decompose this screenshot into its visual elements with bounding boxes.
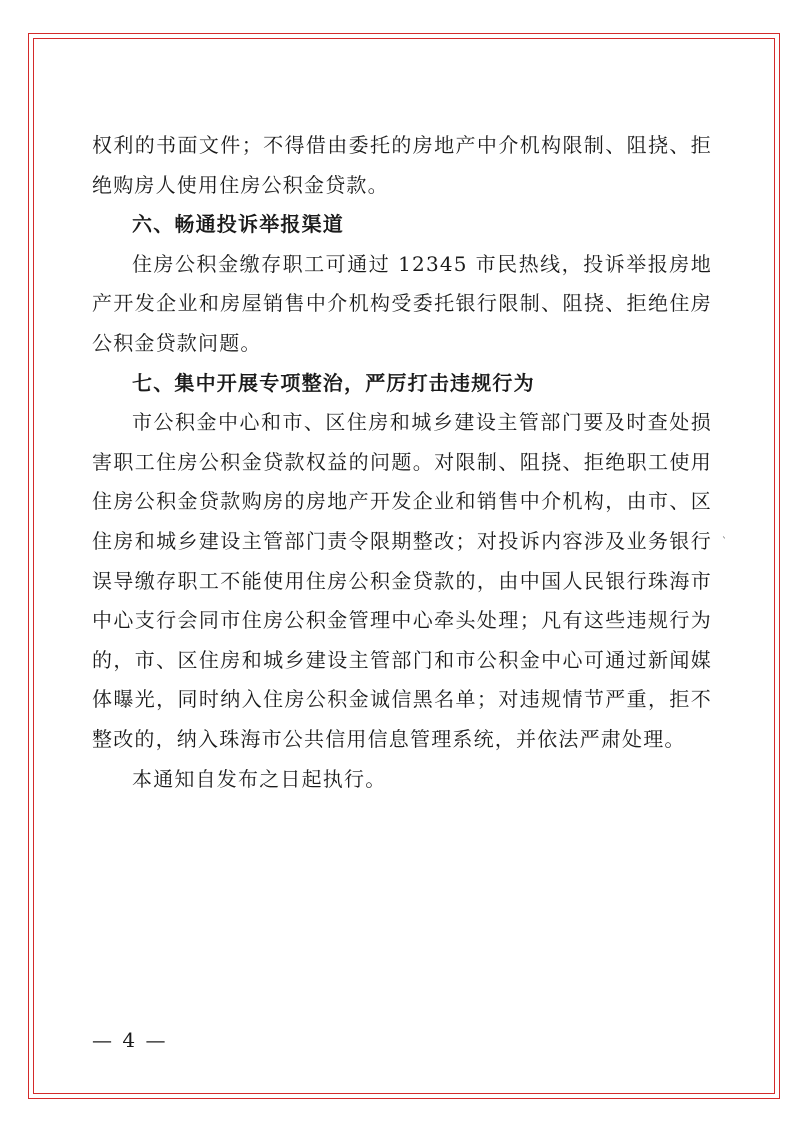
stray-mark: ` [722,537,727,548]
document-body [92,126,712,799]
page-number: — 4 — [92,1028,168,1052]
paragraph-effective-date: 本通知自发布之日起执行。 [132,766,387,791]
paragraph-continuation: 权利的书面文件；不得借由委托的房地产中介机构限制、阻挠、拒绝购房人使用住房公积金贷款。 [92,133,712,197]
section-heading-7: 七、集中开展专项整治，严厉打击违规行为 [132,370,535,395]
paragraph-rectification: 市公积金中心和市、区住房和城乡建设主管部门要及时查处损害职工住房公积金贷款权益的问题。对限制、阻挠、拒绝职工使用住房公积金贷款购房的房地产开发企业和销售中介机构，由市、区住房和城乡建设主管部门责令限期整改；对投诉内容涉及业务银行误导缴存职工不能使用住房公积金贷款的，由中国人民银行珠海市中心支行会同市住房公积金管理中心牵头处理；凡有这些违规行为的，市、区住房和城乡建设主管部门和市公积金中心可通过新闻媒体曝光，同时纳入住房公积金诚信黑名单；对违规情节严重，拒不整改的，纳入珠海市公共信用信息管理系统，并依法严肃处理。 [92,410,712,751]
paragraph-complaint-channel: 住房公积金缴存职工可通过 12345 市民热线，投诉举报房地产开发企业和房屋销售中介机构受委托银行限制、阻挠、拒绝住房公积金贷款问题。 [92,251,712,355]
section-heading-6: 六、畅通投诉举报渠道 [132,212,344,237]
